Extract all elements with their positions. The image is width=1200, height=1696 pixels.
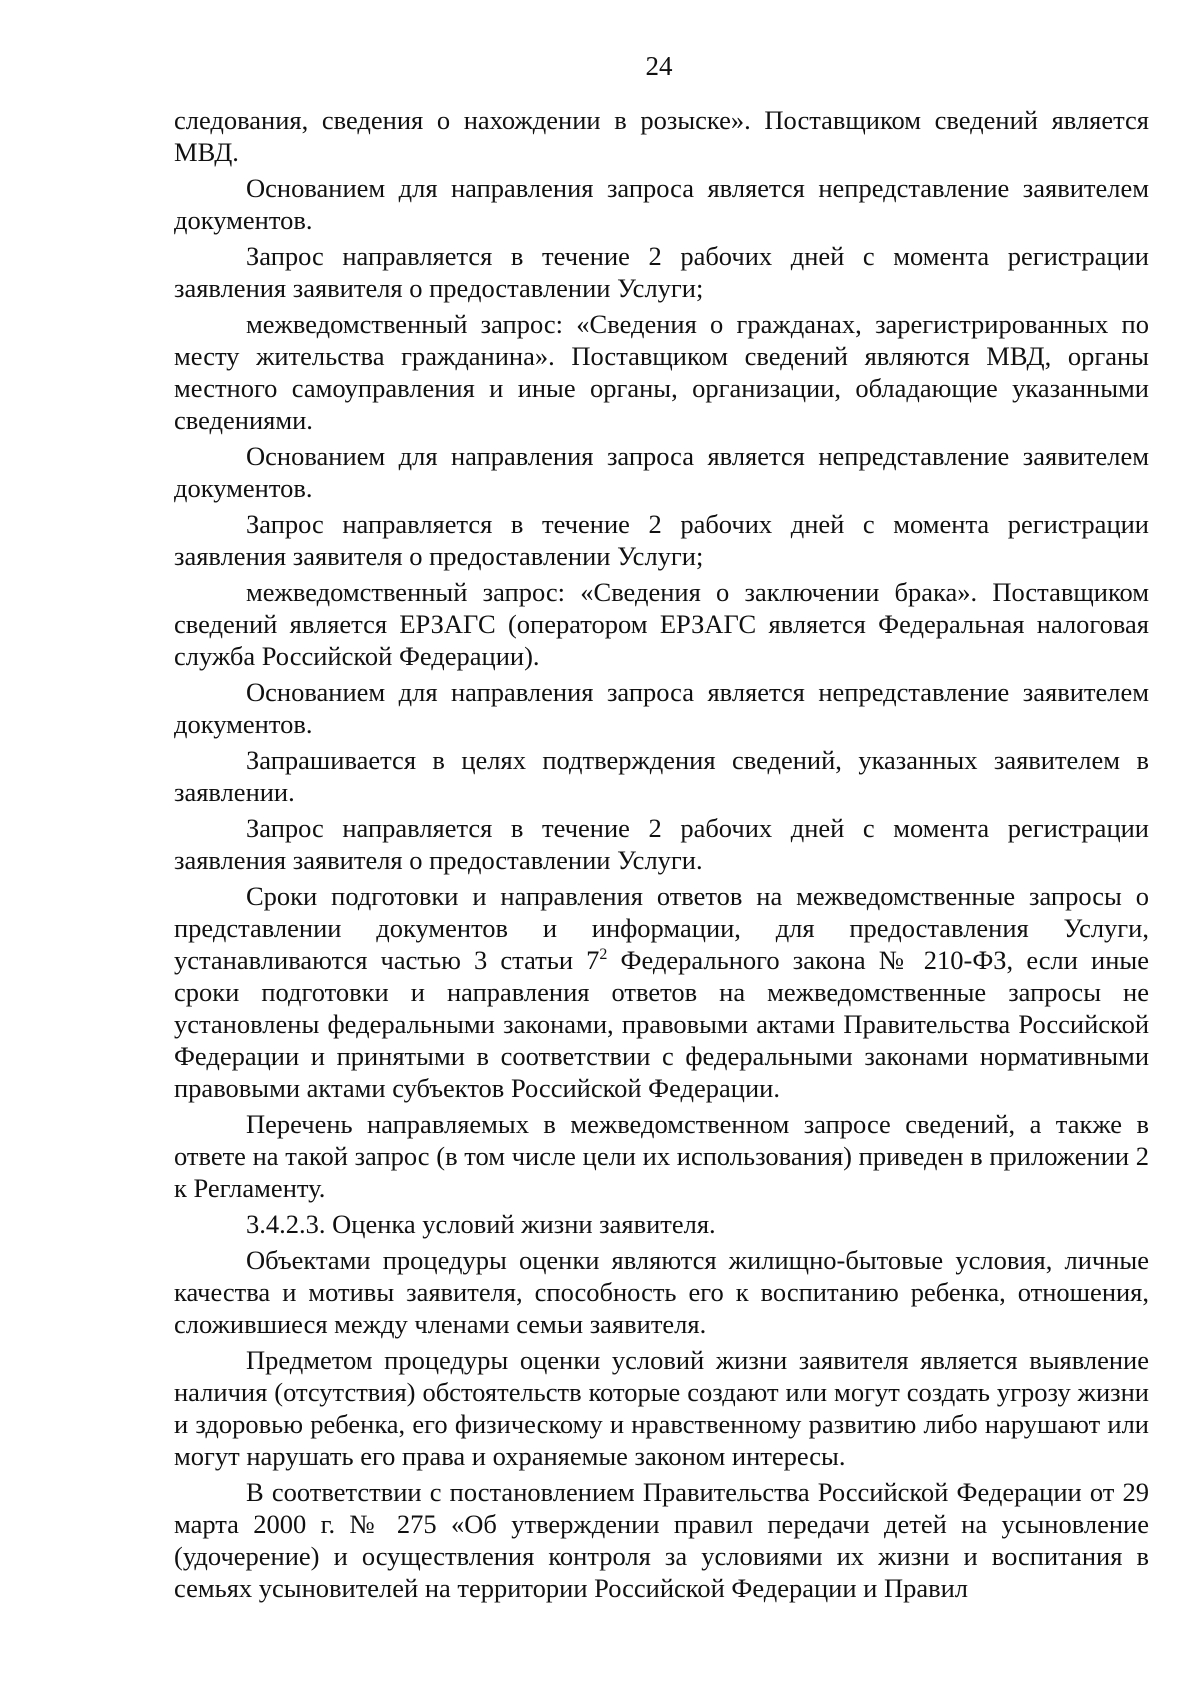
paragraph: Основанием для направления запроса является непредставление заявителем документов.	[174, 441, 1149, 503]
paragraph: следования, сведения о нахождении в розыске». Поставщиком сведений является МВД.	[174, 105, 1149, 167]
deadline-text-after: Федерального закона № 210-ФЗ, если иные сроки подготовки и направления ответов на межведомственные запросы не установлены федеральными законами, правовыми актами Правительства Российской Федерации и принятыми в соответствии с федеральными законами нормативными правовыми актами субъектов Российской Федерации.	[174, 945, 1149, 1103]
paragraph: межведомственный запрос: «Сведения о заключении брака». Поставщиком сведений является ЕРЗАГС (оператором ЕРЗАГС является Федеральная налоговая служба Российской Федерации).	[174, 577, 1149, 671]
paragraph: Запрос направляется в течение 2 рабочих дней с момента регистрации заявления заявителя о предоставлении Услуги;	[174, 241, 1149, 303]
paragraph: Запрашивается в целях подтверждения сведений, указанных заявителем в заявлении.	[174, 745, 1149, 807]
paragraph: Запрос направляется в течение 2 рабочих дней с момента регистрации заявления заявителя о предоставлении Услуги.	[174, 813, 1149, 875]
document-body	[174, 104, 1149, 1608]
paragraph: Объектами процедуры оценки являются жилищно-бытовые условия, личные качества и мотивы заявителя, способность его к воспитанию ребенка, отношения, сложившиеся между членами семьи заявителя.	[174, 1245, 1149, 1339]
section-heading: 3.4.2.3. Оценка условий жизни заявителя.	[246, 1209, 716, 1239]
page-number: 24	[645, 51, 673, 81]
deadline-text-before: Сроки подготовки и направления ответов на межведомственные запросы о представлении документов и информации, для предоставления Услуги, устанавливаются частью 3 статьи 7	[174, 881, 1149, 975]
paragraph: межведомственный запрос: «Сведения о гражданах, зарегистрированных по месту жительства гражданина». Поставщиком сведений являются МВД, органы местного самоуправления и иные органы, организации, обладающие указанными сведениями.	[174, 309, 1149, 435]
paragraph: Запрос направляется в течение 2 рабочих дней с момента регистрации заявления заявителя о предоставлении Услуги;	[174, 509, 1149, 571]
paragraph: Основанием для направления запроса является непредставление заявителем документов.	[174, 173, 1149, 235]
article-superscript: 2	[599, 946, 608, 964]
paragraph: Основанием для направления запроса является непредставление заявителем документов.	[174, 677, 1149, 739]
deadline-paragraph	[174, 880, 1149, 1104]
paragraph: Предметом процедуры оценки условий жизни заявителя является выявление наличия (отсутствия) обстоятельств которые создают или могут создать угрозу жизни и здоровью ребенка, его физическому и нравственному развитию либо нарушают или могут нарушать его права и охраняемые законом интересы.	[174, 1345, 1149, 1471]
paragraph: В соответствии с постановлением Правительства Российской Федерации от 29 марта 2000 г. № 275 «Об утверждении правил передачи детей на усыновление (удочерение) и осуществления контроля за условиями их жизни и воспитания в семьях усыновителей на территории Российской Федерации и Правил	[174, 1477, 1149, 1603]
paragraph: Перечень направляемых в межведомственном запросе сведений, а также в ответе на такой запрос (в том числе цели их использования) приведен в приложении 2 к Регламенту.	[174, 1109, 1149, 1203]
